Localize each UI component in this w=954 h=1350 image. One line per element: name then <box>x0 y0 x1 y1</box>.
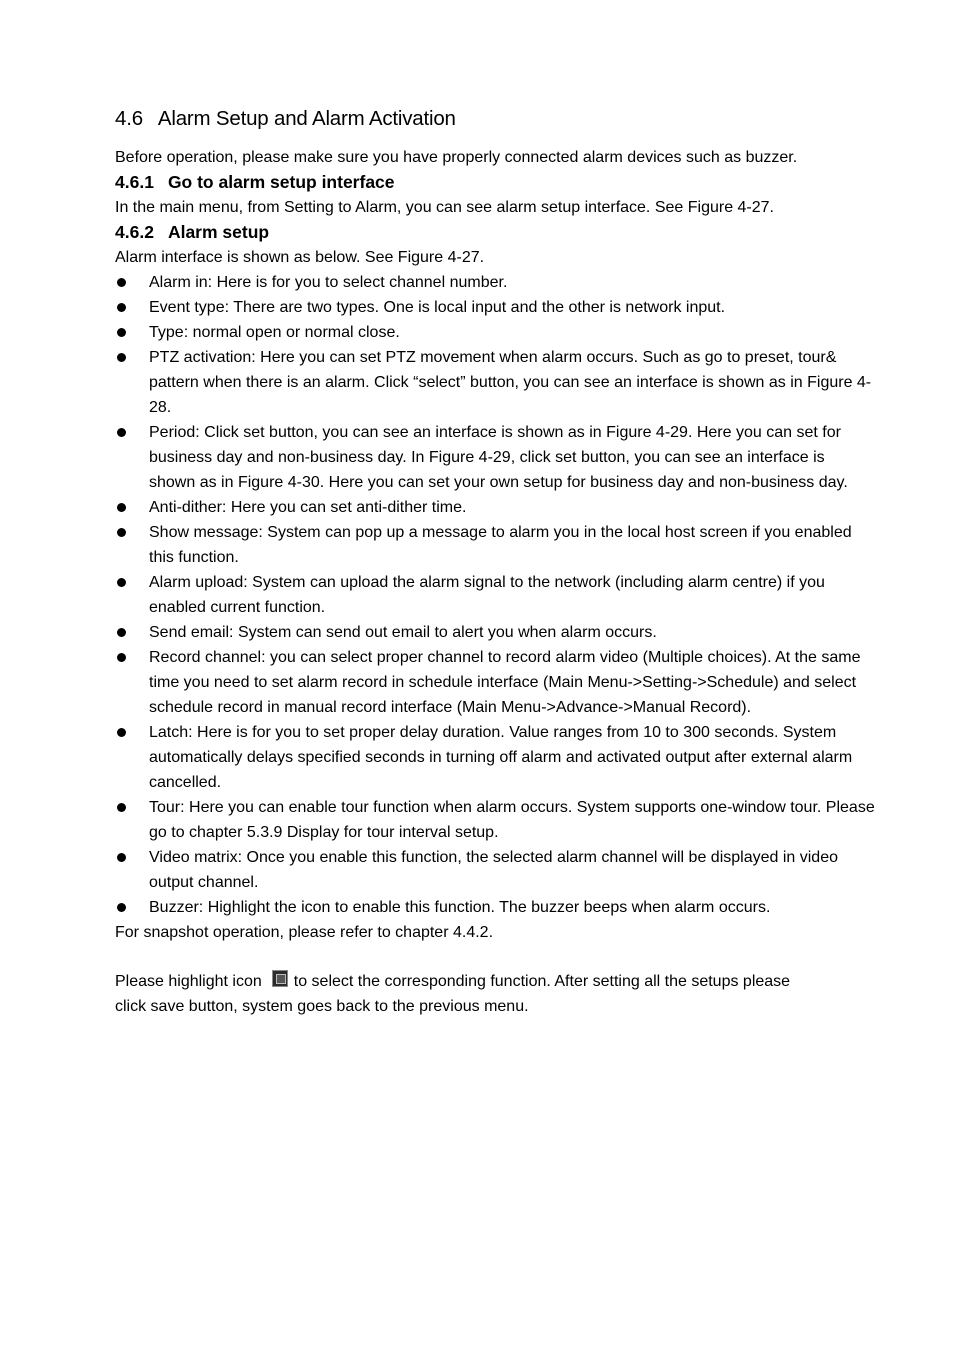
bullet-dot-icon <box>117 353 126 362</box>
bullet-item <box>115 520 875 570</box>
bullet-dot-icon <box>117 728 126 737</box>
bullet-text: Video matrix: Once you enable this function, the selected alarm channel will be displayed in video output channel. <box>149 849 838 891</box>
section-intro: Before operation, please make sure you have properly connected alarm devices such as buzzer. <box>115 149 798 166</box>
bullet-item <box>115 620 875 645</box>
checkbox-icon <box>272 970 288 987</box>
bullet-item <box>115 420 875 495</box>
bullet-dot-icon <box>117 653 126 662</box>
bullet-text: PTZ activation: Here you can set PTZ movement when alarm occurs. Such as go to preset, tour& pattern when there is an alarm. Click “select” button, you can see an interface is shown as in Figure 4-28. <box>149 349 872 416</box>
bullet-item <box>115 720 875 795</box>
bullet-item <box>115 645 875 720</box>
subsection-number-2: 4.6.2 <box>115 222 154 242</box>
section-heading <box>115 105 875 133</box>
subsection-number-1: 4.6.1 <box>115 172 154 192</box>
bullet-text: Alarm upload: System can upload the alarm signal to the network (including alarm centre) if you enabled current function. <box>149 574 825 616</box>
bullet-dot-icon <box>117 278 126 287</box>
bullet-text: Type: normal open or normal close. <box>149 324 400 341</box>
bullet-text: Show message: System can pop up a message to alarm you in the local host screen if you enabled this function. <box>149 524 852 566</box>
bullet-item <box>115 295 875 320</box>
bullet-dot-icon <box>117 803 126 812</box>
subsection-intro-2: Alarm interface is shown as below. See Figure 4-27. <box>115 249 485 266</box>
bullet-item <box>115 320 875 345</box>
highlight-text-before: Please highlight icon <box>115 973 262 990</box>
bullet-text: Record channel: you can select proper channel to record alarm video (Multiple choices). At the same time you need to set alarm record in schedule interface (Main Menu->Setting->Schedule) and select schedule record in manual record interface (Main Menu->Advance->Manual Record). <box>149 649 861 716</box>
bullet-item <box>115 345 875 420</box>
bullet-dot-icon <box>117 628 126 637</box>
bullet-text: Send email: System can send out email to alert you when alarm occurs. <box>149 624 657 641</box>
bullet-dot-icon <box>117 853 126 862</box>
bullet-dot-icon <box>117 578 126 587</box>
bullet-item <box>115 795 875 845</box>
bullet-dot-icon <box>117 328 126 337</box>
bullet-item <box>115 895 875 920</box>
bullet-text: Latch: Here is for you to set proper delay duration. Value ranges from 10 to 300 seconds. System automatically delays specified seconds in turning off alarm and activated output after external alarm cancelled. <box>149 724 853 791</box>
subsection-title-2: Alarm setup <box>167 222 270 242</box>
bullet-list <box>115 270 875 920</box>
bullet-text: Tour: Here you can enable tour function when alarm occurs. System supports one-window tour. Please go to chapter 5.3.9 Display for tour interval setup. <box>149 799 875 841</box>
bullet-item <box>115 845 875 895</box>
bullet-dot-icon <box>117 303 126 312</box>
section-title: Alarm Setup and Alarm Activation <box>157 107 456 130</box>
subsection-heading-2 <box>115 220 875 245</box>
subsection-title-1: Go to alarm setup interface <box>167 172 395 192</box>
highlight-text-after: to select the corresponding function. After setting all the setups please click save button, system goes back to the previous menu. <box>115 973 791 1015</box>
bullet-item <box>115 270 875 295</box>
document-page <box>115 105 875 1019</box>
section-number: 4.6 <box>115 107 143 130</box>
highlight-instruction <box>115 969 815 1019</box>
bullet-text: Period: Click set button, you can see an interface is shown as in Figure 4-29. Here you can set for business day and non-business day. In Figure 4-29, click set button, you can see an interface is shown as in Figure 4-30. Here you can set your own setup for business day and non-business day. <box>149 424 848 491</box>
bullet-text: Anti-dither: Here you can set anti-dither time. <box>149 499 467 516</box>
bullet-dot-icon <box>117 528 126 537</box>
bullet-text: Buzzer: Highlight the icon to enable this function. The buzzer beeps when alarm occurs. <box>149 899 771 916</box>
subsection-heading-1 <box>115 170 875 195</box>
bullet-item <box>115 570 875 620</box>
snapshot-note: For snapshot operation, please refer to chapter 4.4.2. <box>115 924 494 941</box>
bullet-item <box>115 495 875 520</box>
bullet-dot-icon <box>117 428 126 437</box>
bullet-text: Event type: There are two types. One is local input and the other is network input. <box>149 299 726 316</box>
bullet-text: Alarm in: Here is for you to select channel number. <box>149 274 508 291</box>
bullet-dot-icon <box>117 903 126 912</box>
bullet-dot-icon <box>117 503 126 512</box>
subsection-text-1: In the main menu, from Setting to Alarm, you can see alarm setup interface. See Figure 4-27. <box>115 199 774 216</box>
